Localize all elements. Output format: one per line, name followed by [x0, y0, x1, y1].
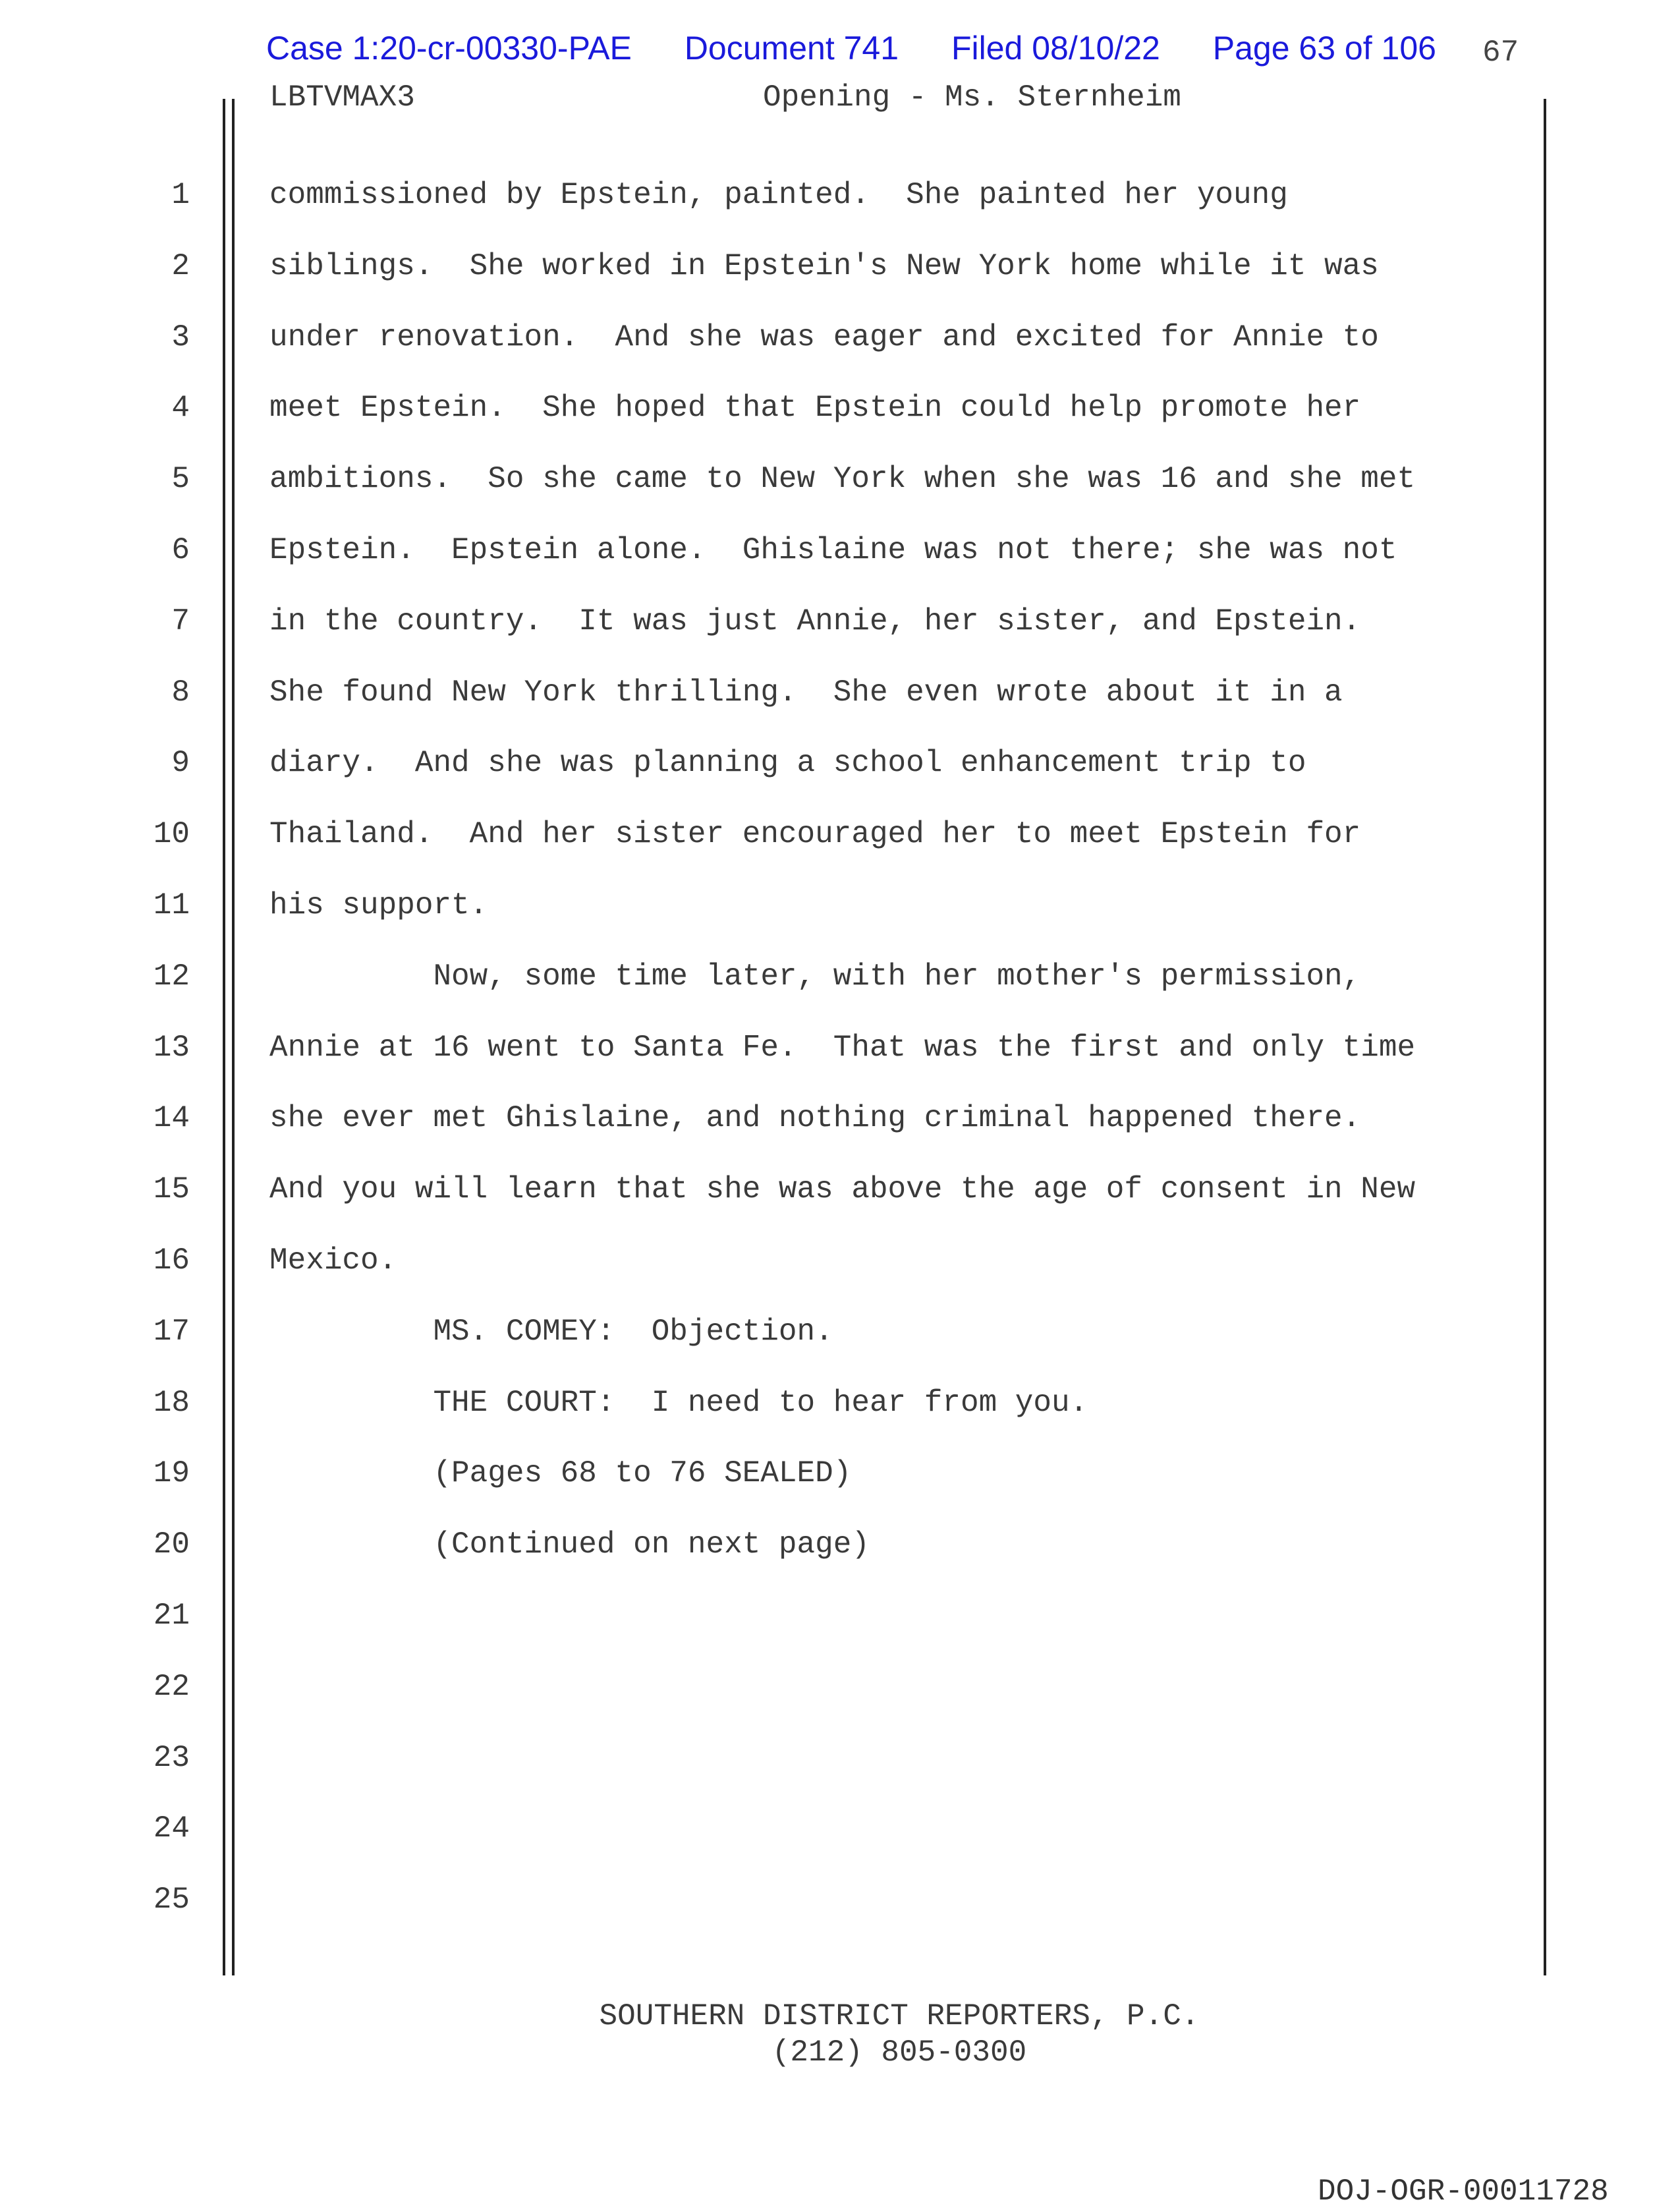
transcript-line: (Continued on next page)	[269, 1527, 870, 1562]
transcript-line: commissioned by Epstein, painted. She painted her young	[269, 178, 1288, 212]
line-number: 13	[153, 1031, 190, 1065]
line-number: 5	[171, 462, 190, 496]
transcript-title: Opening - Ms. Sternheim	[763, 80, 1181, 115]
line-number: 8	[171, 675, 190, 710]
line-number: 6	[171, 533, 190, 567]
line-number: 20	[153, 1527, 190, 1562]
transcript-line: siblings. She worked in Epstein's New York home while it was	[269, 249, 1379, 283]
line-number: 10	[153, 817, 190, 851]
transcript-line: diary. And she was planning a school enhancement trip to	[269, 746, 1306, 780]
transcript-line: Now, some time later, with her mother's permission,	[269, 959, 1361, 994]
line-number: 2	[171, 249, 190, 283]
transcript-line: Annie at 16 went to Santa Fe. That was the first and only time	[269, 1031, 1416, 1065]
right-margin-rule	[1544, 99, 1546, 1975]
line-number: 21	[153, 1599, 190, 1633]
transcript-line: Epstein. Epstein alone. Ghislaine was not there; she was not	[269, 533, 1397, 567]
transcript-line: in the country. It was just Annie, her sister, and Epstein.	[269, 604, 1361, 638]
transcript-line: (Pages 68 to 76 SEALED)	[269, 1456, 852, 1490]
transcript-line: MS. COMEY: Objection.	[269, 1315, 833, 1349]
line-number: 11	[153, 888, 190, 922]
line-number: 12	[153, 959, 190, 994]
reporter-phone: (212) 805-0300	[771, 2035, 1027, 2070]
document-number: Document 741	[684, 30, 899, 67]
reporter-name: SOUTHERN DISTRICT REPORTERS, P.C.	[599, 1999, 1200, 2033]
line-number: 4	[171, 391, 190, 425]
transcript-line: ambitions. So she came to New York when she was 16 and she met	[269, 462, 1416, 496]
ecf-filing-header	[266, 29, 1436, 67]
reporter-footer	[0, 1999, 1680, 2071]
line-number: 19	[153, 1456, 190, 1490]
filed-date: Filed 08/10/22	[951, 30, 1160, 67]
line-number: 3	[171, 320, 190, 354]
line-number: 16	[153, 1243, 190, 1278]
line-number: 18	[153, 1386, 190, 1420]
transcript-line: And you will learn that she was above the age of consent in New	[269, 1172, 1416, 1206]
transcript-line: Mexico.	[269, 1243, 397, 1278]
transcript-line: his support.	[269, 888, 488, 922]
case-number: Case 1:20-cr-00330-PAE	[266, 30, 632, 67]
line-number: 7	[171, 604, 190, 638]
left-margin-rule-outer	[223, 99, 225, 1975]
page-of-total: Page 63 of 106	[1212, 30, 1436, 67]
transcript-code: LBTVMAX3	[269, 80, 415, 115]
line-number: 23	[153, 1741, 190, 1775]
line-number: 9	[171, 746, 190, 780]
transcript-line: she ever met Ghislaine, and nothing criminal happened there.	[269, 1101, 1361, 1135]
line-number: 22	[153, 1670, 190, 1704]
line-number: 1	[171, 178, 190, 212]
line-number: 14	[153, 1101, 190, 1135]
transcript-line: Thailand. And her sister encouraged her to meet Epstein for	[269, 817, 1361, 851]
line-number: 17	[153, 1315, 190, 1349]
line-number: 25	[153, 1883, 190, 1917]
transcript-line: THE COURT: I need to hear from you.	[269, 1386, 1088, 1420]
transcript-line: meet Epstein. She hoped that Epstein could help promote her	[269, 391, 1361, 425]
bates-number: DOJ-OGR-00011728	[1318, 2174, 1609, 2209]
line-number: 24	[153, 1811, 190, 1846]
line-number: 15	[153, 1172, 190, 1206]
left-margin-rule-inner	[232, 99, 235, 1975]
transcript-line: under renovation. And she was eager and excited for Annie to	[269, 320, 1379, 354]
transcript-line: She found New York thrilling. She even wrote about it in a	[269, 675, 1343, 710]
transcript-page-number: 67	[1482, 36, 1519, 70]
